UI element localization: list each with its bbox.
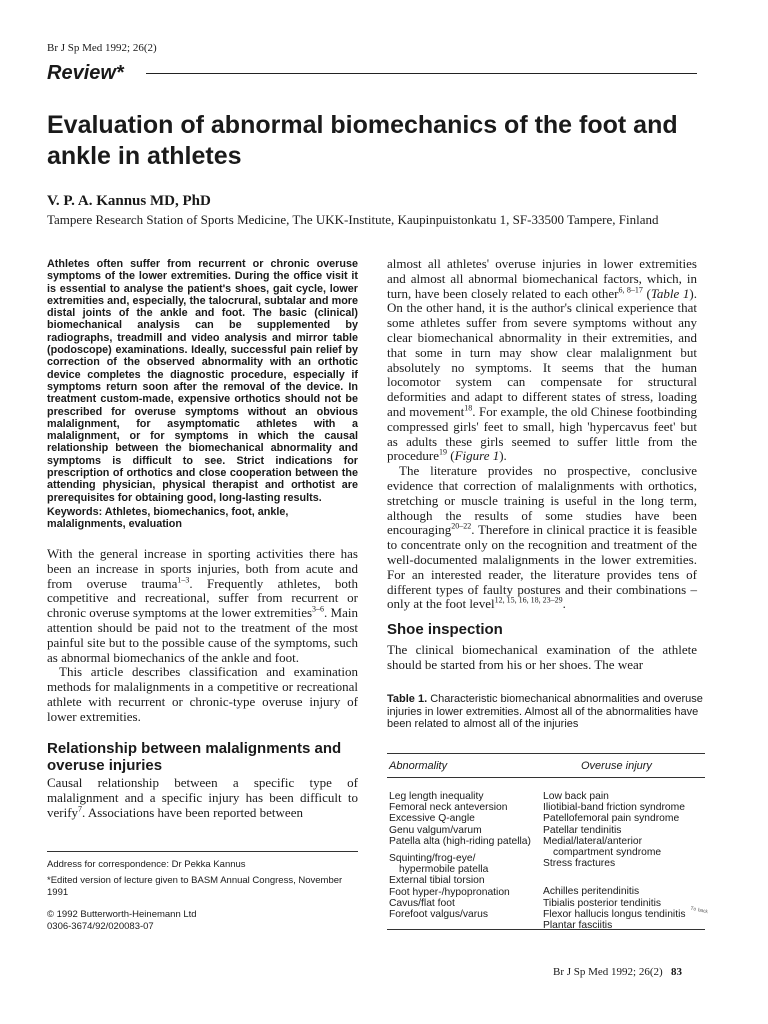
section-label: Review*: [47, 62, 124, 84]
table-column-abnormality: [389, 791, 531, 920]
table-cell: Forefoot valgus/varus: [389, 909, 489, 921]
table-column-injury: [543, 791, 686, 931]
section-heading-relationship: Relationship between malalignments and overuse injuries: [47, 740, 342, 774]
citation: 3–6: [312, 604, 325, 614]
journal-header: Br J Sp Med 1992; 26(2): [47, 42, 157, 54]
citation: 18: [464, 403, 473, 413]
shoe-inspection-paragraph: The clinical biomechanical examination of the athlete should be started from his or her shoes. The wear: [387, 642, 697, 672]
introduction: [47, 547, 358, 725]
citation: 6, 8–17: [618, 285, 643, 295]
article-title: Evaluation of abnormal biomechanics of the foot and ankle in athletes: [47, 111, 678, 170]
table-cell: Iliotibial-band friction syndrome: [543, 802, 685, 814]
table-cell: Achilles peritendinitis: [543, 886, 640, 898]
table-cell: Foot hyper-/hypopronation: [389, 886, 510, 898]
table-cell: Medial/lateral/anterior: [543, 835, 643, 847]
figure-reference: Figure 1: [454, 448, 500, 464]
table-cell: Plantar fasciitis: [543, 920, 613, 932]
table-cell: Genu valgum/varum: [389, 824, 482, 836]
citation: 20–22: [451, 522, 472, 532]
table-cell: Flexor hallucis longus tendinitis: [543, 908, 686, 920]
citation: 1–3: [177, 575, 190, 585]
table-cell: Low back pain: [543, 791, 609, 802]
right-paragraph-1: almost all athletes' overuse injuries in lower extremities and almost all abnormal biomechanical factors, which, in turn, have been closely related to each other$^{6, 8-17}$ (Table 1). On the other hand, it is the author's clinical experience that some athletes suffer from severe symptoms without any clear biomechanical abnormality in their extremities, and that some in turn may show clear malalignment but absolutely no symptoms. It seems that the human locomotor system can compensate for structural deformities and adapt to different states of stress, loading and movement$^{18}$. For example, the old Chinese footbinding compressed girls' feet to small, high 'hypercavus feet' but as adults these girls seemed to suffer little from the procedure$^{19}$ (Figure 1).: [387, 256, 698, 464]
right-column-text: [387, 257, 697, 612]
table-cell: Patellar tendinitis: [543, 824, 622, 836]
table-cell: Femoral neck anteversion: [389, 802, 508, 814]
section-label-row: [47, 62, 697, 86]
affiliation: Tampere Research Station of Sports Medicine, The UKK-Institute, Kaupinpuistonkatu 1, SF-33500 Tampere, Finland: [47, 212, 659, 227]
table-cell: Leg length inequality: [389, 791, 484, 802]
section-heading-shoe-inspection: Shoe inspection: [387, 621, 503, 638]
table-cell: Excessive Q-angle: [389, 813, 475, 825]
intro-paragraph-1: With the general increase in sporting activities there has been an increase in sports injuries, both from acute and from overuse trauma$^{1-3}$. Frequently athletes, both competitive and recreational, suffer from recurrent or chronic overuse symptoms at the lower extremities$^{3-6}$. Main attention should be paid not to the treatment of the most painful site but to the possible cause of the symptoms, such as abnormal biomechanics of the ankle and foot.: [47, 546, 358, 665]
page-footer: [553, 966, 682, 978]
citation: 12, 15, 16, 18, 23–29: [494, 596, 563, 605]
footnote-rule: [47, 851, 358, 852]
table-cell: External tibial torsion: [389, 875, 485, 887]
table-cell: compartment syndrome: [553, 847, 662, 859]
table-cell: hypermobile patella: [399, 864, 489, 876]
table-cell: Patellofemoral pain syndrome: [543, 813, 680, 825]
author: V. P. A. Kannus MD, PhD: [47, 193, 211, 209]
table-caption: Table 1. Characteristic biomechanical abnormalities and overuse injuries in lower extremities. Almost all of the abnormalities have been related to almost all of the injuries: [387, 693, 703, 730]
table-cell: Squinting/frog-eye/: [389, 853, 476, 865]
table-header-overuse-injury: Overuse injury: [581, 760, 652, 772]
footer-journal-ref: Br J Sp Med 1992; 26(2): [553, 966, 663, 978]
edited-note: *Edited version of lecture given to BASM Annual Congress, November 1991: [47, 875, 343, 898]
page-number: 83: [670, 966, 682, 978]
table-cell: Tibialis posterior tendinitis: [543, 897, 662, 909]
table-cell: Cavus/flat foot: [389, 897, 455, 909]
table-cell: Stress fractures: [543, 858, 616, 870]
table-top-rule: [387, 753, 705, 754]
abstract: Athletes often suffer from recurrent or chronic overuse symptoms of the lower extremities. During the office visit it is essential to analyse the patient's shoes, gait cycle, lower extremities and, especially, the talocrural, subtalar and more distal joints of the ankle and foot. The basic (clinical) biomechanical analysis can be supplemented by radiographs, treadmill and video analysis and mirror table (podoscope) examinations. Ideally, successful pain relief by correction of the observed abnormality with an orthotic device completes the diagnostic procedure, especially if symptoms return soon after the removal of the device. In treatment custom-made, expensive orthotics should not be prescribed for overuse symptoms without an obvious malalignment, for asymptomatic athletes with a malalignment, or for symptoms in which the causal relationship between the biomechanical abnormality and symptoms is difficult to see. Strict indications for prescription of orthotics and close cooperation between the attending physician, physical therapist and orthotist are prerequisites for obtaining good, long-lasting results.: [47, 258, 358, 504]
table-cell: Patella alta (high-riding patella): [389, 835, 531, 847]
table-header-abnormality: Abnormality: [389, 760, 448, 772]
intro-paragraph-2: This article describes classification and examination methods for malalignments in a competitive or recreational athlete with recurrent or chronic-type overuse injury of lower extremities.: [47, 664, 358, 724]
divider: [146, 73, 697, 74]
correspondence-note: Address for correspondence: Dr Pekka Kannus: [47, 859, 246, 870]
right-paragraph-2: The literature provides no prospective, conclusive evidence that correction of malalignments with orthotics, stretching or muscle training is useful in the long term, although the results of some studies have been encouraging$^{20-22}$. Therefore in clinical practice it is feasible to concentrate only on the recognition and treatment of the well-documented malalignments in the lower extremities. For an interested reader, the literature provides tens of different types of faulty postures and their combinations – only at the foot level$^{12, 15, 16, 18, 23-29}$.: [387, 463, 697, 612]
handwritten-margin-note: ᵀᵒ ᵇᵃᶜᵏ: [689, 906, 709, 917]
table-reference: Table 1: [650, 285, 690, 301]
issn-note: 0306-3674/92/020083-07: [47, 921, 154, 932]
copyright-note: © 1992 Butterworth-Heinemann Ltd: [47, 909, 197, 920]
table-header-rule: [387, 777, 705, 778]
citation: 19: [438, 448, 447, 458]
citation: 7: [78, 804, 83, 814]
relationship-paragraph: Causal relationship between a specific type of malalignment and a specific injury has been difficult to verify$^7$. Associations have been reported between: [47, 775, 358, 820]
keywords: Keywords: Athletes, biomechanics, foot, ankle, malalignments, evaluation: [47, 506, 289, 531]
table-bottom-rule: [387, 929, 705, 930]
